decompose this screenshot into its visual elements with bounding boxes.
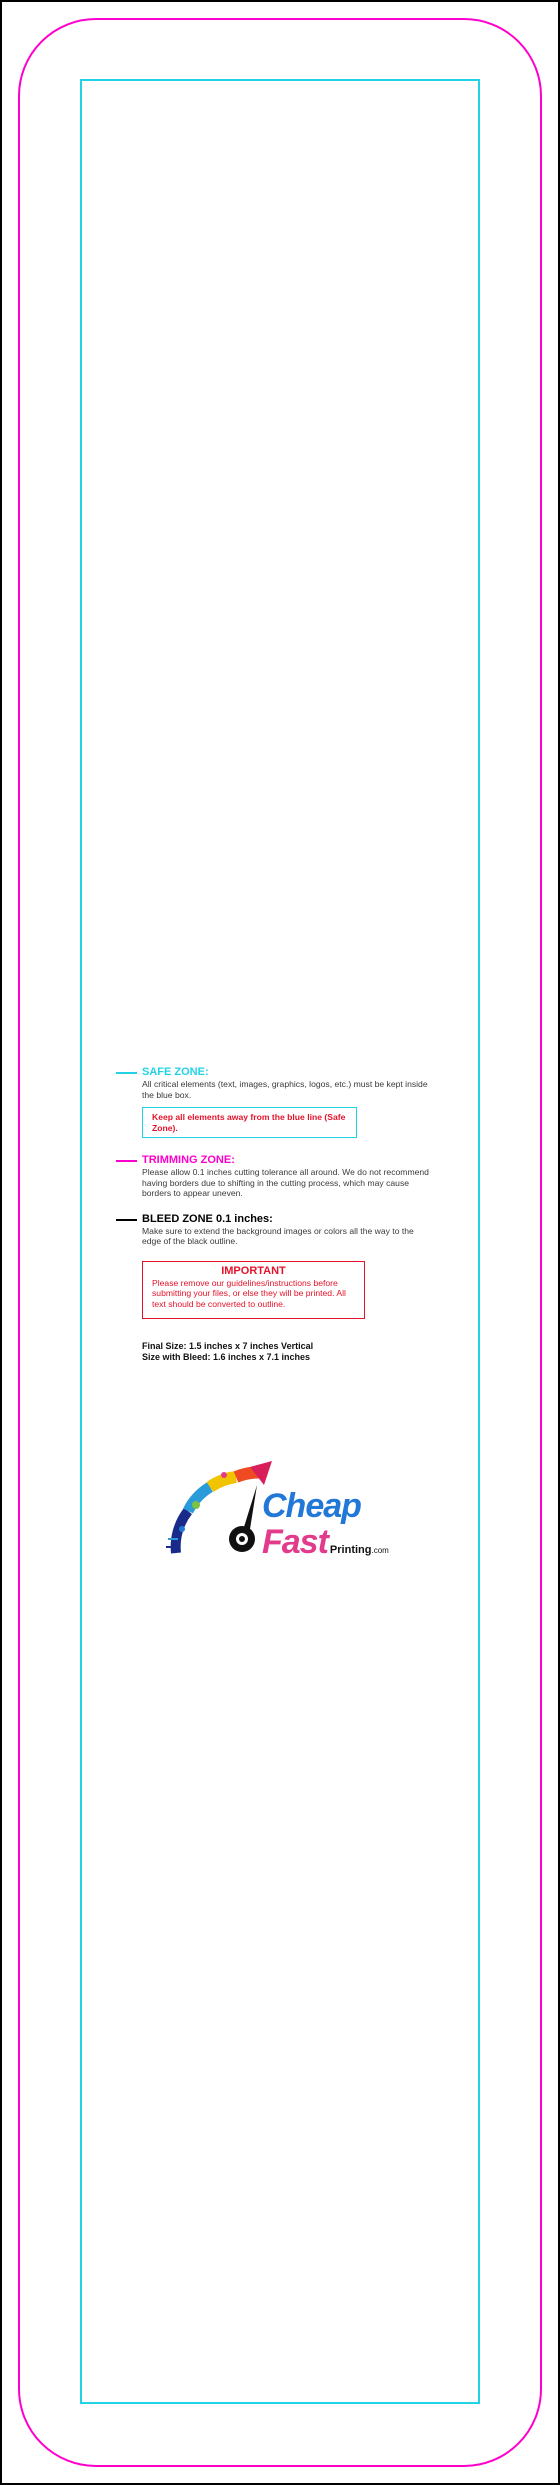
wordmark-dotcom: .com: [371, 1546, 389, 1555]
brand-logo: [166, 1455, 426, 1565]
safe-zone-title: SAFE ZONE:: [142, 1066, 209, 1078]
trimming-zone-title: TRIMMING ZONE:: [142, 1154, 235, 1166]
wordmark-cheap: Cheap: [262, 1487, 361, 1525]
important-title: IMPORTANT: [221, 1264, 286, 1277]
bleed-zone-description: Make sure to extend the background images or colors all the way to the edge of the black outline.: [142, 1225, 414, 1246]
safe-zone-description: All critical elements (text, images, graphics, logos, etc.) must be kept inside the blue box.: [142, 1079, 428, 1100]
safe-zone-swatch: [116, 1072, 137, 1074]
wordmark-printing: Printing: [329, 1544, 372, 1556]
guidelines-panel: [142, 1066, 432, 1363]
safe-zone-note: Keep all elements away from the blue line (Safe Zone).: [142, 1107, 357, 1138]
safe-zone-section: [142, 1066, 432, 1138]
important-description: Please remove our guidelines/instructions before submitting your files, or else they will be printed. All text should be converted to outline.: [152, 1277, 346, 1309]
bleed-zone-section: [142, 1213, 432, 1247]
bleed-zone-swatch: [116, 1219, 137, 1221]
size-info: [142, 1341, 432, 1363]
trimming-zone-description: Please allow 0.1 inches cutting tolerance all around. We do not recommend having borders due to shifting in the cutting process, which may cause borders to appear uneven.: [142, 1167, 429, 1198]
trimming-zone-swatch: [116, 1160, 137, 1162]
bleed-zone-title: BLEED ZONE 0.1 inches:: [142, 1212, 273, 1225]
speedometer-icon: [166, 1455, 276, 1565]
brand-wordmark: [262, 1489, 389, 1559]
bleed-size: Size with Bleed: 1.6 inches x 7.1 inches: [142, 1352, 311, 1362]
trimming-zone-section: [142, 1154, 432, 1199]
final-size: Final Size: 1.5 inches x 7 inches Vertical: [142, 1341, 314, 1351]
wordmark-fast: Fast: [262, 1523, 328, 1561]
important-notice: [142, 1261, 365, 1320]
